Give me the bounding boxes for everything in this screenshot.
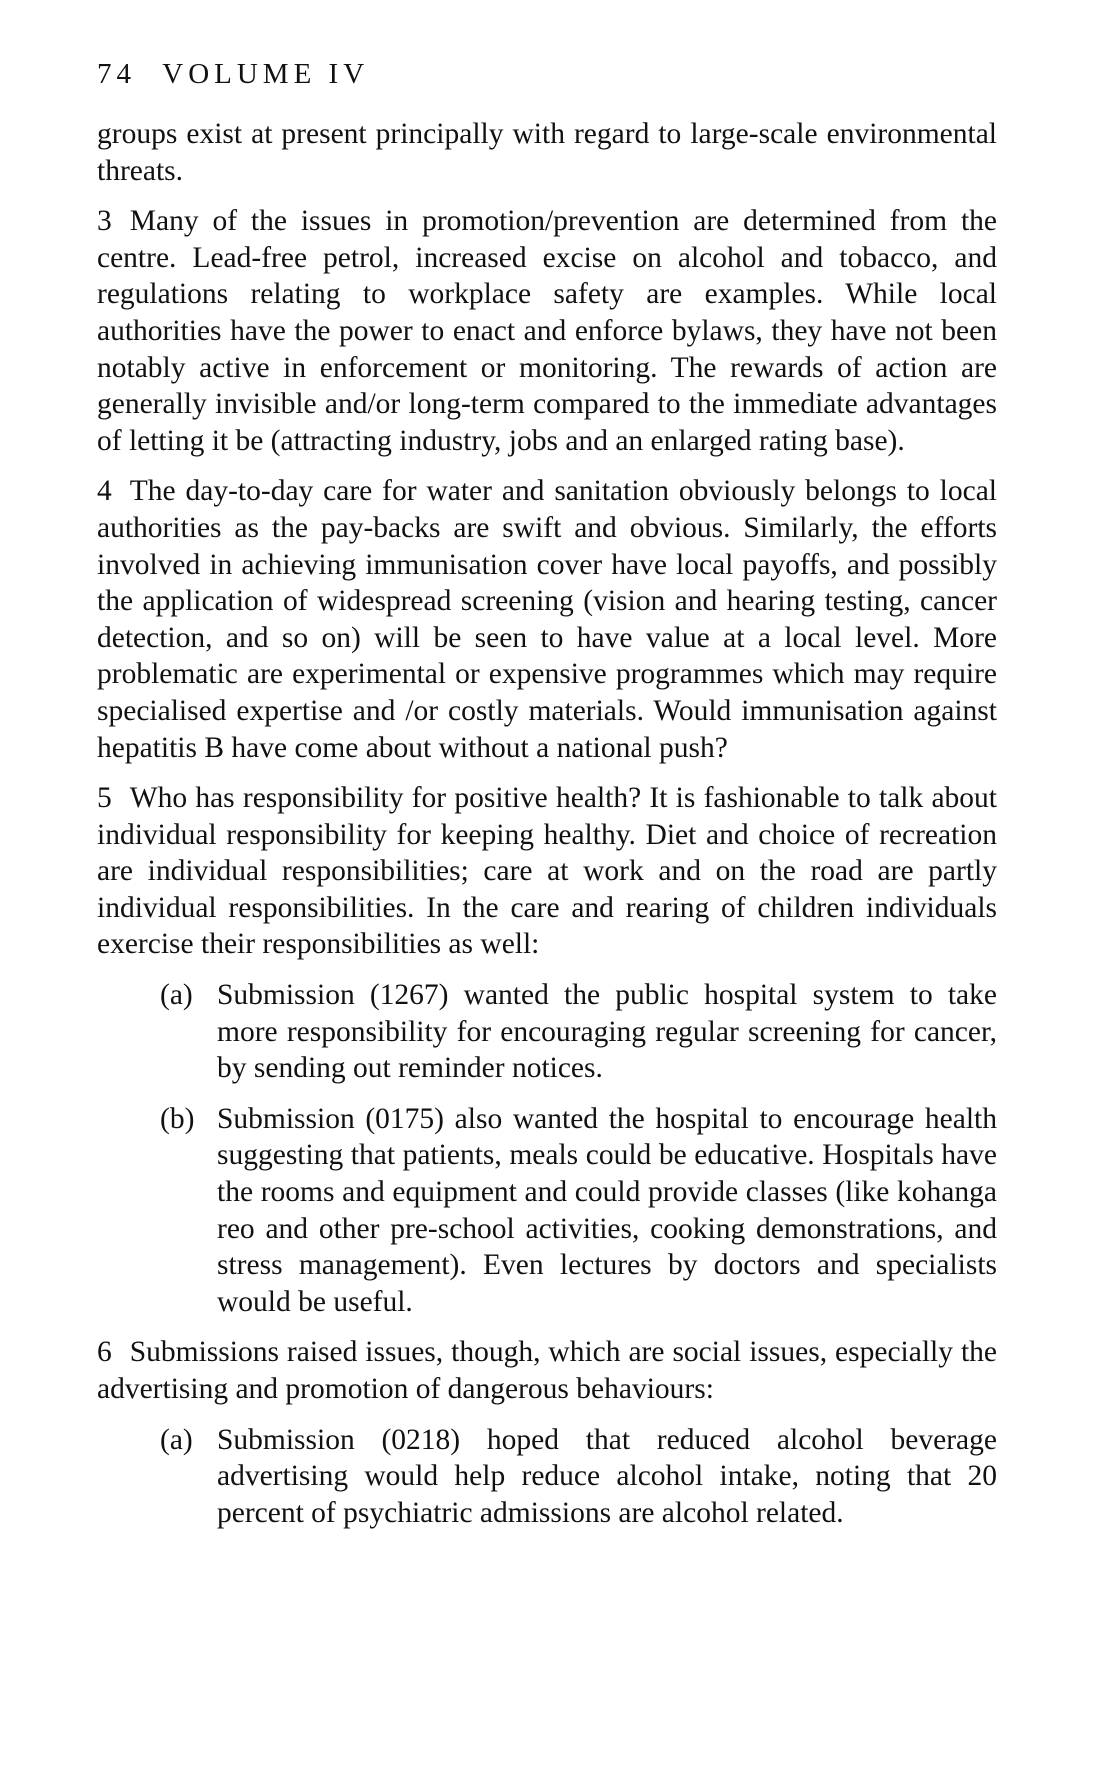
list-item-text: Submission (0218) hoped that reduced alcohol beverage advertising would help reduce alcohol intake, noting that 20 percent of psychiatric admissions are alcohol related. — [217, 1423, 997, 1529]
paragraph-5 — [97, 780, 997, 963]
paragraph-text: Who has responsibility for positive health? It is fashionable to talk about individual responsibility for keeping healthy. Diet and choice of recreation are individual responsibilities; care at work and on the road are partly individual responsibilities. In the care and rearing of children individuals exercise their responsibilities as well: — [97, 782, 997, 961]
paragraph-4 — [97, 473, 997, 766]
paragraph-text: The day-to-day care for water and sanitation obviously belongs to local authorities as the pay-backs are swift and obvious. Similarly, the efforts involved in achieving immunisation cover have local payoffs, and possibly the application of widespread screening (vision and hearing testing, cancer detection, and so on) will be seen to have value at a local level. More problematic are experimental or expensive programmes which may require specialised expertise and /or costly materials. Would immunisation against hepatitis B have come about without a national push? — [97, 475, 997, 764]
running-head — [97, 58, 369, 91]
paragraph-text: Many of the issues in promotion/prevention are determined from the centre. Lead-free petrol, increased excise on alcohol and tobacco, and regulations relating to workplace safety are examples. While local authorities have the power to enact and enforce bylaws, they have not been notably active in enforcement or monitoring. The rewards of action are generally invisible and/or long-term compared to the immediate advantages of letting it be (attracting industry, jobs and an enlarged rating base). — [97, 205, 997, 457]
list-item-text: Submission (1267) wanted the public hospital system to take more responsibility for encouraging regular screening for cancer, by sending out reminder notices. — [217, 979, 997, 1085]
paragraph-number: 6 — [97, 1336, 112, 1369]
paragraph-text: Submissions raised issues, though, which are social issues, especially the advertising and promotion of dangerous behaviours: — [97, 1336, 997, 1405]
paragraph-continuation — [97, 116, 997, 189]
paragraph-number: 5 — [97, 782, 112, 815]
paragraph-number: 3 — [97, 205, 112, 238]
list-item — [97, 977, 997, 1087]
paragraph-number: 4 — [97, 475, 112, 508]
page-number: 74 — [97, 58, 136, 90]
body-text — [97, 116, 997, 1545]
list-item-label: (a) — [160, 979, 193, 1012]
list-item — [97, 1101, 997, 1321]
paragraph-text: groups exist at present principally with regard to large-scale environmental threats. — [97, 118, 997, 187]
list-item-text: Submission (0175) also wanted the hospital to encourage health suggesting that patients, meals could be educative. Hospitals have the rooms and equipment and could provide classes (like kohanga reo and other pre-school activities, cooking demonstrations, and stress management). Even lectures by doctors and specialists would be useful. — [217, 1102, 997, 1318]
paragraph-3 — [97, 203, 997, 459]
volume-title: VOLUME IV — [162, 58, 370, 90]
list-item-label: (a) — [160, 1423, 193, 1456]
paragraph-5-sublist — [97, 977, 997, 1320]
paragraph-6 — [97, 1334, 997, 1407]
paragraph-6-sublist — [97, 1422, 997, 1532]
list-item-label: (b) — [160, 1102, 195, 1135]
list-item — [97, 1422, 997, 1532]
